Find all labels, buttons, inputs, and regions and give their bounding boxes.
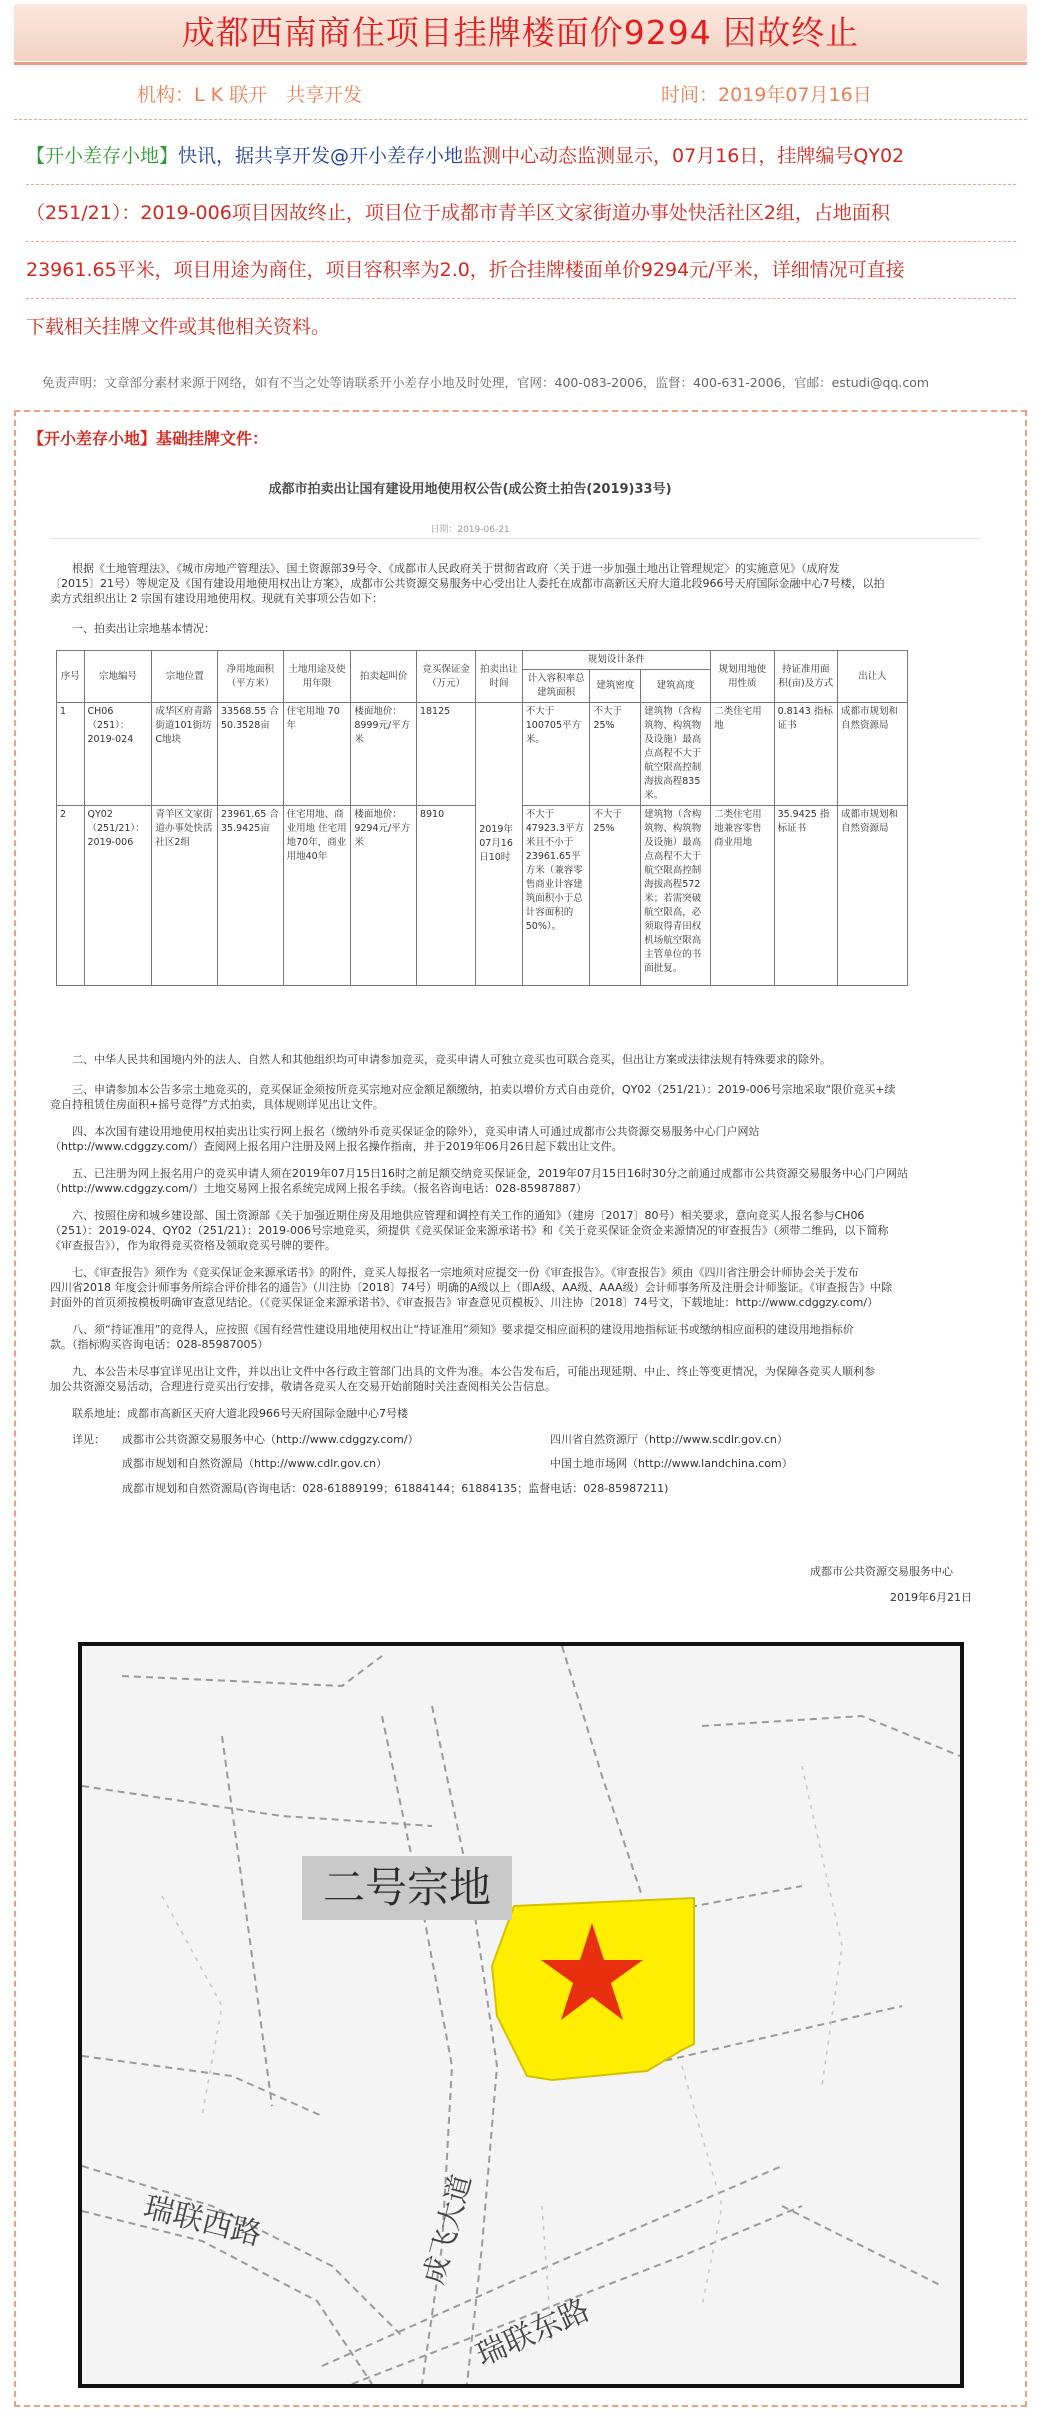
table-cell: 青羊区文家街道办事处快活社区2组 — [152, 806, 218, 986]
table-cell: CH06（251）：2019-024 — [84, 703, 152, 806]
paragraph: 卖方式组织出让 2 宗国有建设用地使用权。现就有关事项公告如下： — [50, 592, 383, 605]
document-header — [28, 426, 268, 449]
link-cdlr[interactable]: 成都市规划和自然资源局（http://www.cdlr.gov.cn） — [122, 1457, 388, 1470]
contact-address: 联系地址：成都市高新区天府大道北段966号天府国际金融中心7号楼 — [72, 1407, 408, 1420]
table-cell: 二类住宅用地兼容零售商业用地 — [711, 806, 774, 986]
table-cell: 不大于100705平方米。 — [522, 703, 590, 806]
table-header: 土地用途及使用年限 — [283, 651, 351, 703]
table-cell: 二类住宅用地 — [711, 703, 774, 806]
table-header: 序号 — [57, 651, 85, 703]
paragraph: 六、按照住房和城乡建设部、国土资源部《关于加强近期住房及用地供应管理和调控有关工作的通知》（建房〔2017〕80号）相关要求，意向竞买人报名参与CH06 — [72, 1209, 865, 1222]
table-cell: 楼面地价：8999元/平方米 — [351, 703, 417, 806]
table-cell: 35.9425 指标证书 — [774, 806, 837, 986]
table-header: 计入容积率总建筑面积 — [522, 670, 590, 703]
headline: 成都西南商住项目挂牌楼面价9294 因故终止 — [181, 13, 860, 52]
road-west-label: 瑞联西路 — [140, 2189, 265, 2253]
paragraph: 竞自持租赁住房面积+摇号竞得”方式拍卖，具体规则详见出让文件。 — [50, 1098, 384, 1111]
paragraph: 二、中华人民共和国境内外的法人、自然人和其他组织均可申请参加竞买，竞买申请人可独立竞买也可联合竞买，但出让方案或法律法规有特殊要求的除外。 — [72, 1053, 831, 1066]
paragraph: 八、须“持证准用”的竞得人，应按照《国有经营性建设用地使用权出让“持证准用”须知》要求提交相应面积的建设用地指标证书或缴纳相应面积的建设用地指标价 — [72, 1323, 854, 1336]
table-header-group: 规划设计条件 — [522, 651, 710, 670]
table-cell: QY02（251/21）：2019-006 — [84, 806, 152, 986]
table-header: 建筑高度 — [641, 670, 711, 703]
news-summary — [26, 128, 1016, 356]
parcel-label: 二号宗地 — [302, 1856, 512, 1920]
table-header: 持证准用面积(亩)及方式 — [774, 651, 837, 703]
table-cell: 成华区府青路街道101街坊C地块 — [152, 703, 218, 806]
paragraph: 四、本次国有建设用地使用权拍卖出让实行网上报名（缴纳外币竞买保证金的除外），竞买申请人可通过成都市公共资源交易服务中心门户网站 — [72, 1125, 760, 1138]
table-cell: 0.8143 指标证书 — [774, 703, 837, 806]
map-drawing — [82, 1646, 960, 2384]
publish-time: 时间：2019年07月16日 — [661, 84, 872, 106]
road-east-label: 瑞联东路 — [471, 2292, 595, 2374]
paragraph: 《审查报告》），作为取得竞买资格及领取竞买号牌的要件。 — [50, 1239, 336, 1252]
table-cell: 不大于47923.3平方米且不小于23961.65平方米（兼容零售商业计容建筑面积小于总计容面积的50%）。 — [522, 806, 590, 986]
table-cell: 1 — [57, 703, 85, 806]
source-tag: 【开小差存小地】 — [26, 145, 179, 167]
table-header: 净用地面积（平方米） — [218, 651, 284, 703]
signing-date: 2019年6月21日 — [890, 1591, 972, 1604]
paragraph: 款。（指标购买咨询电话：028-85987005） — [50, 1338, 269, 1351]
table-header: 宗地位置 — [152, 651, 218, 703]
agency-label: 机构：L K 联开 共享开发 — [137, 84, 363, 106]
parcel-map — [78, 1642, 964, 2388]
paragraph: 根据《土地管理法》、《城市房地产管理法》、国土资源部39号令、《成都市人民政府关于贯彻省政府〈关于进一步加强土地出让管理规定〉的实施意见》（成府发 — [72, 562, 840, 575]
paragraph: （http://www.cdggzy.com/）土地交易网上报名系统完成网上报名手续。（报名咨询电话：028-85987887） — [50, 1182, 588, 1195]
paragraph: 五、已注册为网上报名用户的竞买申请人须在2019年07月15日16时之前足额交纳竞买保证金，2019年07月15日16时30分之前通过成都市公共资源交易服务中心门户网站 — [72, 1167, 908, 1180]
table-cell: 不大于25% — [590, 703, 641, 806]
paragraph: 四川省2018 年度会计师事务所综合评价排名的通告》（川注协〔2018〕74号）明确的A级以上（即A级、AA级、AAA级）会计师事务所及注册会计师鉴证。《审查报告》中除 — [50, 1281, 893, 1294]
table-header: 宗地编号 — [84, 651, 152, 703]
detail-label: 详见： — [72, 1433, 105, 1446]
table-cell: 住宅用地 70年 — [283, 703, 351, 806]
table-cell: 8910 — [416, 806, 475, 986]
table-cell: 2 — [57, 806, 85, 986]
table-cell: 建筑物（含构筑物、构筑物及设施）最高点高程不大于航空限高控制海拔高程835米。 — [641, 703, 711, 806]
table-header: 拍卖起叫价 — [351, 651, 417, 703]
announcement-date: 日期：2019-06-21 — [430, 525, 510, 535]
table-cell: 2019年07月16日10时 — [476, 703, 523, 986]
table-header: 竞买保证金（万元） — [416, 651, 475, 703]
meta-divider — [14, 119, 1027, 120]
summary-line — [26, 128, 1016, 185]
document-tag: 【开小差存小地】 — [28, 429, 157, 448]
table-cell: 33568.55 合50.3528亩 — [218, 703, 284, 806]
table-header: 规划用地使用性质 — [711, 651, 774, 703]
summary-text: 快讯，据共享开发@开小差存小地 — [178, 145, 464, 167]
summary-text: 监测中心动态监测显示，07月16日，挂牌编号QY02 — [463, 145, 905, 167]
table-cell: 住宅用地、商业用地 住宅用地70年，商业用地40年 — [283, 806, 351, 986]
document-label: 基础挂牌文件： — [156, 429, 269, 448]
headline-banner — [14, 4, 1027, 61]
signing-org: 成都市公共资源交易服务中心 — [810, 1565, 953, 1578]
announcement-divider — [50, 538, 980, 539]
summary-line: 23961.65平米，项目用途为商住，项目容积率为2.0，折合挂牌楼面单价9294元/平米，详细情况可直接 — [26, 242, 1016, 299]
table-cell: 建筑物（含构筑物、构筑物及设施）最高点高程不大于航空限高控制海拔高程572米；若需突破航空限高，必须取得青田权机场航空限高主管单位的书面批复。 — [641, 806, 711, 986]
paragraph: 加公共资源交易活动，合理进行竞买出行安排，敬请各竞买人在交易开始前随时关注查阅相关公告信息。 — [50, 1380, 556, 1393]
table-cell: 成都市规划和自然资源局 — [838, 703, 908, 806]
table-cell: 不大于25% — [590, 806, 641, 986]
table-cell: 23961.65 合35.9425亩 — [218, 806, 284, 986]
link-cdggzy[interactable]: 成都市公共资源交易服务中心（http://www.cdggzy.com/） — [122, 1433, 419, 1446]
summary-line: 下载相关挂牌文件或其他相关资料。 — [26, 316, 331, 338]
paragraph: 九、本公告未尽事宜详见出让文件，并以出让文件中各行政主管部门出具的文件为准。本公告发布后，可能出现延期、中止、终止等变更情况，为保障各竞买人顺利参 — [72, 1365, 875, 1378]
announcement-title: 成都市拍卖出让国有建设用地使用权公告(成公资土拍告(2019)33号) — [268, 482, 672, 497]
table-cell: 成都市规划和自然资源局 — [838, 806, 908, 986]
table-header: 拍卖出让时间 — [476, 651, 523, 703]
table-cell: 18125 — [416, 703, 475, 806]
paragraph: 七、《审查报告》须作为《竞买保证金来源承诺书》的附件，竞买人每报名一宗地须对应提交一份《审查报告》。《审查报告》须由《四川省注册会计师协会关于发布 — [72, 1266, 859, 1279]
link-scdlr[interactable]: 四川省自然资源厅（http://www.scdlr.gov.cn） — [550, 1433, 788, 1446]
consult-phone: 成都市规划和自然资源局(咨询电话：028-61889199；61884144；61884135；监督电话：028-85987211) — [122, 1482, 669, 1495]
table-cell: 楼面地价：9294元/平方米 — [351, 806, 417, 986]
paragraph: （251）：2019-024、QY02（251/21）：2019-006号宗地竞买，须提供《竞买保证金来源承诺书》和《关于竞买保证金资金来源情况的审查报告》（须带二维码，以下简称 — [50, 1224, 889, 1237]
headline-divider — [14, 62, 1027, 65]
summary-line: （251/21）：2019-006项目因故终止，项目位于成都市青羊区文家街道办事处快活社区2组，占地面积 — [26, 185, 1016, 242]
table-header: 出让人 — [838, 651, 908, 703]
table-header: 建筑密度 — [590, 670, 641, 703]
paragraph: 〔2015〕21号）等规定及《国有建设用地使用权出让方案》，成都市公共资源交易服务中心受出让人委托在成都市高新区天府大道北段966号天府国际金融中心7号楼，以拍 — [50, 577, 885, 590]
paragraph: 封面外的首页须按模板明确审查意见结论。（《竞买保证金来源承诺书》、《审查报告》审查意见页模板》、川注协〔2018〕74号文，下载地址：http://www.cdggzy.com/） — [50, 1296, 879, 1309]
avenue-label: 成飞大道 — [416, 2171, 478, 2288]
land-table — [56, 650, 908, 986]
paragraph: 一、拍卖出让宗地基本情况： — [72, 622, 215, 635]
paragraph: 三、申请参加本公告多宗土地竞买的，竞买保证金须按所竞买宗地对应金额足额缴纳，拍卖以增价方式自由竞价，QY02（251/21）：2019-006号宗地采取“限价竞买+续 — [72, 1083, 896, 1096]
link-landchina[interactable]: 中国土地市场网（http://www.landchina.com） — [550, 1457, 793, 1470]
disclaimer: 免责声明：文章部分素材来源于网络，如有不当之处等请联系开小差存小地及时处理，官网：400-083-2006，监督：400-631-2006，官邮：estudi@qq.com — [42, 375, 930, 390]
paragraph: （http://www.cdggzy.com/）查阅网上报名用户注册及网上报名操作指南，并于2019年06月26日起下载出让文件。 — [50, 1140, 623, 1153]
